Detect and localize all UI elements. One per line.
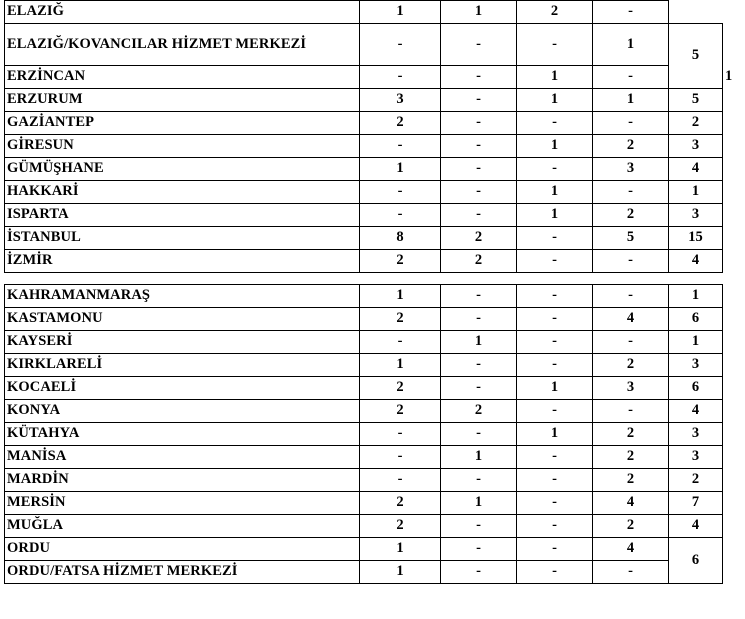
row-value-cell: - [360,331,441,354]
table-row [5,446,723,469]
table-row [5,135,723,158]
table-top-body [5,1,733,273]
row-value-cell: 4 [593,538,669,561]
table-row [5,24,723,66]
row-value-cell: 1 [360,285,441,308]
row-value-cell: - [517,24,593,66]
row-value-cell: - [593,285,669,308]
table-bottom-body [5,285,723,584]
row-label-cell: ELAZIĞ/KOVANCILAR HİZMET MERKEZİ [5,24,360,66]
row-total-cell: 5 [669,24,723,89]
row-value-cell: - [517,515,593,538]
row-value-cell: - [441,515,517,538]
row-value-cell: 1 [360,561,441,584]
row-value-cell: - [441,89,517,112]
row-value-cell: - [593,561,669,584]
row-value-cell: 1 [360,158,441,181]
row-value-cell: - [517,446,593,469]
table-gap-spacer [4,273,722,284]
row-total-cell: 6 [669,538,723,584]
row-value-cell: - [441,377,517,400]
row-label-cell: KAHRAMANMARAŞ [5,285,360,308]
row-label-cell: ORDU [5,538,360,561]
table-row [5,515,723,538]
row-value-cell: - [517,331,593,354]
row-value-cell: 2 [360,250,441,273]
table-row [5,400,723,423]
row-value-cell: - [517,308,593,331]
row-value-cell: 2 [517,1,593,24]
row-label-cell: MARDİN [5,469,360,492]
row-value-cell: 8 [360,227,441,250]
table-row [5,285,723,308]
row-total-cell: 3 [669,354,723,377]
row-value-cell: - [360,446,441,469]
row-total-cell: 6 [669,377,723,400]
row-value-cell: - [360,135,441,158]
table-row [5,1,723,24]
row-value-cell: - [441,158,517,181]
row-total-cell: 4 [669,250,723,273]
row-label-cell: GAZİANTEP [5,112,360,135]
row-value-cell: - [517,469,593,492]
row-value-cell: 2 [441,400,517,423]
row-value-cell: 2 [441,227,517,250]
row-value-cell: - [441,308,517,331]
row-value-cell: - [593,331,669,354]
row-label-cell: ORDU/FATSA HİZMET MERKEZİ [5,561,360,584]
row-value-cell: - [441,24,517,66]
data-table-bottom [4,284,723,584]
row-value-cell: 2 [593,446,669,469]
row-total-cell: 1 [669,285,723,308]
row-value-cell: - [441,66,517,89]
row-label-cell: KIRKLARELİ [5,354,360,377]
row-label-cell: ELAZIĞ [5,1,360,24]
row-value-cell: 1 [517,135,593,158]
row-value-cell: 1 [517,423,593,446]
row-total-cell: 1 [669,331,723,354]
row-value-cell: - [441,112,517,135]
row-value-cell: - [441,561,517,584]
data-table-top [4,0,733,273]
row-label-cell: İSTANBUL [5,227,360,250]
row-value-cell: 2 [360,112,441,135]
row-value-cell: 2 [593,354,669,377]
row-label-cell: MANİSA [5,446,360,469]
row-value-cell: 2 [593,469,669,492]
row-value-cell: 1 [517,66,593,89]
row-total-cell: 2 [669,112,723,135]
row-total-cell: 4 [669,515,723,538]
row-value-cell: 1 [517,89,593,112]
row-value-cell: - [593,112,669,135]
row-value-cell: 1 [441,446,517,469]
table-row [5,538,723,561]
table-row [5,112,723,135]
row-label-cell: KONYA [5,400,360,423]
row-value-cell: 2 [360,492,441,515]
row-label-cell: KASTAMONU [5,308,360,331]
row-value-cell: - [441,181,517,204]
table-row [5,492,723,515]
row-value-cell: - [360,181,441,204]
row-total-cell: 4 [669,158,723,181]
table-row [5,423,723,446]
row-value-cell: - [517,158,593,181]
row-value-cell: 2 [441,250,517,273]
row-total-cell: 1 [669,181,723,204]
row-value-cell: - [360,204,441,227]
row-value-cell: 4 [593,308,669,331]
row-value-cell: 1 [517,204,593,227]
row-label-cell: KOCAELİ [5,377,360,400]
table-row [5,377,723,400]
row-value-cell: - [441,285,517,308]
table-row [5,561,723,584]
row-label-cell: MERSİN [5,492,360,515]
row-label-cell: MUĞLA [5,515,360,538]
row-label-cell: ERZURUM [5,89,360,112]
row-value-cell: 2 [360,377,441,400]
row-label-cell: HAKKARİ [5,181,360,204]
row-label-cell: GÜMÜŞHANE [5,158,360,181]
row-value-cell: - [360,423,441,446]
row-value-cell: 3 [593,158,669,181]
table-row [5,469,723,492]
table-row [5,354,723,377]
row-value-cell: 2 [360,308,441,331]
row-value-cell: - [517,400,593,423]
row-value-cell: - [517,285,593,308]
table-row [5,331,723,354]
row-value-cell: - [517,538,593,561]
row-value-cell: 2 [360,515,441,538]
row-total-cell: 6 [669,308,723,331]
row-value-cell: - [441,538,517,561]
row-value-cell: 4 [593,492,669,515]
row-value-cell: - [441,135,517,158]
row-label-cell: ISPARTA [5,204,360,227]
row-value-cell: - [360,24,441,66]
row-value-cell: 5 [593,227,669,250]
row-value-cell: - [593,181,669,204]
row-value-cell: 1 [360,538,441,561]
row-value-cell: 2 [593,515,669,538]
row-value-cell: - [517,354,593,377]
row-label-cell: ERZİNCAN [5,66,360,89]
row-total-cell: 3 [669,423,723,446]
row-value-cell: - [517,561,593,584]
row-value-cell: 1 [441,492,517,515]
row-value-cell: - [517,492,593,515]
table-row [5,250,723,273]
row-value-cell: 1 [360,354,441,377]
table-row [5,227,723,250]
row-label-cell: GİRESUN [5,135,360,158]
row-value-cell: - [517,250,593,273]
row-label-cell: İZMİR [5,250,360,273]
row-value-cell: - [441,423,517,446]
row-total-cell: 3 [669,135,723,158]
row-label-cell: KAYSERİ [5,331,360,354]
row-value-cell: - [593,1,669,24]
row-value-cell: 2 [593,135,669,158]
row-value-cell: 1 [593,89,669,112]
row-value-cell: - [441,354,517,377]
row-value-cell: - [360,66,441,89]
table-row [5,204,723,227]
row-value-cell: 1 [441,331,517,354]
row-value-cell: 1 [593,24,669,66]
row-label-cell: KÜTAHYA [5,423,360,446]
table-row [5,181,723,204]
row-value-cell: 2 [360,400,441,423]
table-row [5,308,723,331]
row-value-cell: 3 [593,377,669,400]
table-row [5,158,723,181]
row-value-cell: - [360,469,441,492]
row-total-cell: 7 [669,492,723,515]
table-row: ERZİNCAN - - 1 - 1 [5,66,723,89]
row-value-cell: - [441,204,517,227]
row-value-cell: - [593,250,669,273]
row-total-cell: 3 [669,446,723,469]
row-value-cell: 1 [360,1,441,24]
row-value-cell: 2 [593,423,669,446]
row-value-cell: - [441,469,517,492]
row-value-cell: - [593,66,669,89]
row-total-cell: 2 [669,469,723,492]
row-value-cell: - [517,227,593,250]
table-row [5,89,723,112]
row-value-cell: - [593,400,669,423]
row-value-cell: 2 [593,204,669,227]
row-total-cell: 15 [669,227,723,250]
row-total-cell: 3 [669,204,723,227]
row-value-cell: - [517,112,593,135]
row-total-cell: 4 [669,400,723,423]
row-value-cell: 1 [441,1,517,24]
row-value-cell: 3 [360,89,441,112]
row-value-cell: 1 [517,377,593,400]
row-total-cell: 5 [669,89,723,112]
row-value-cell: 1 [517,181,593,204]
